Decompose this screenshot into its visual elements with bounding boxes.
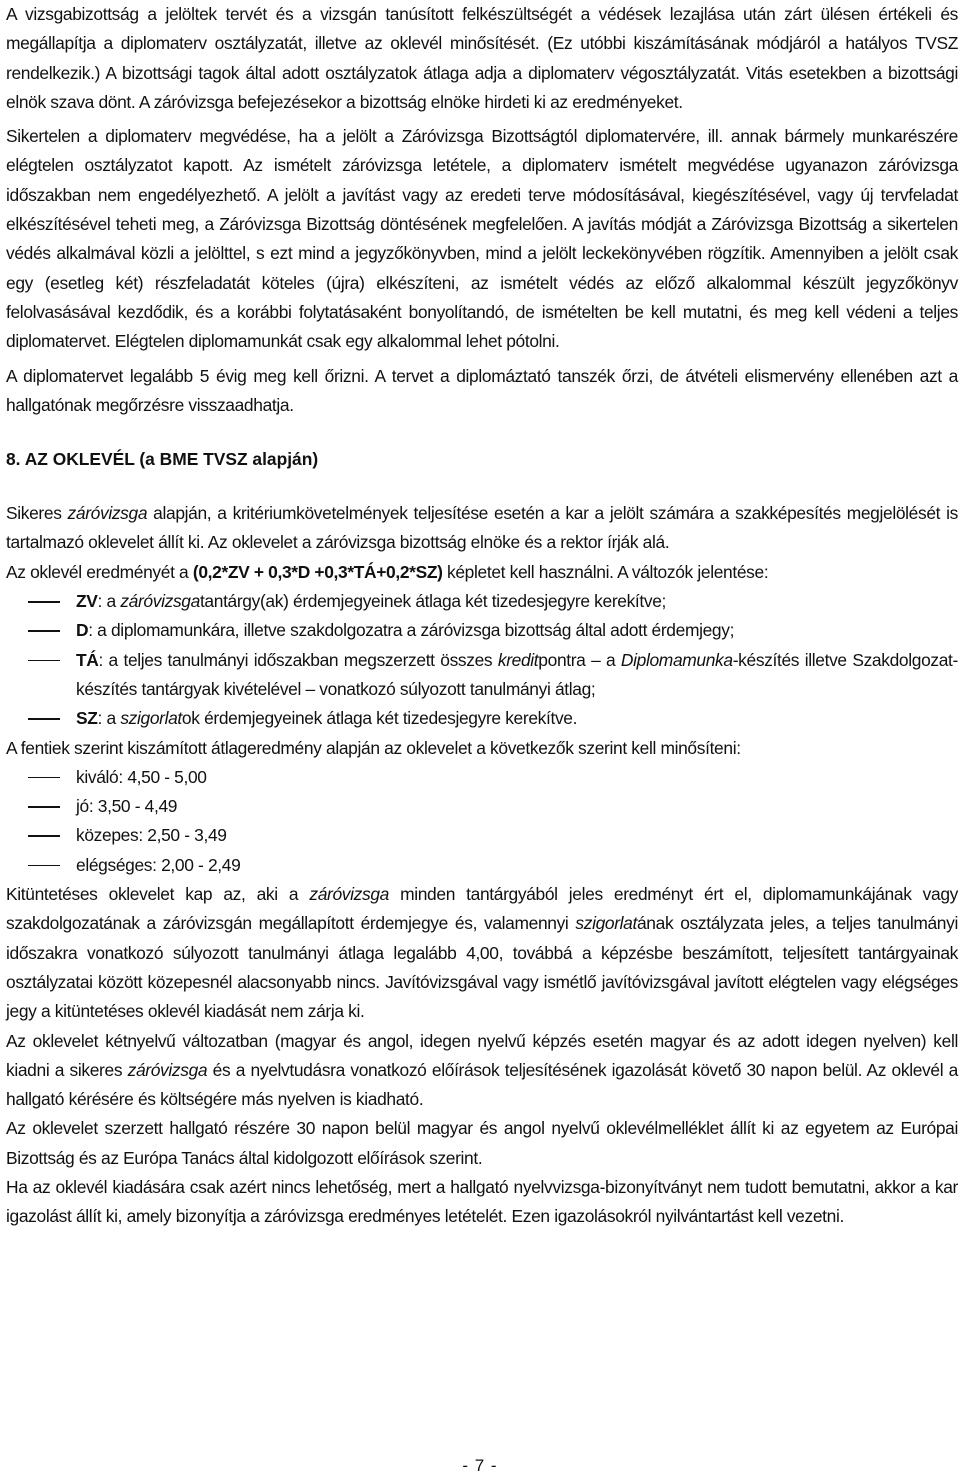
list-item: közepes: 2,50 - 3,49 bbox=[6, 821, 958, 850]
paragraph-diploma-issue: Sikeres záróvizsga alapján, a kritériumkövetelmények teljesítése esetén a kar a jelölt számára a szakképesítés megjelölését is tartalmazó oklevelet állít ki. Az oklevelet a záróvizsga bizottság elnöke és a rektor írják alá. bbox=[6, 503, 958, 553]
list-item: TÁ: a teljes tanulmányi időszakban megszerzett összes kreditpontra – a Diplomamunka-készítés illetve Szakdolgozat-készítés tantárgyak kivételével – vonatkozó súlyozott tanulmányi átlag; bbox=[6, 646, 958, 705]
section-heading: 8. AZ OKLEVÉL (a BME TVSZ alapján) bbox=[6, 449, 319, 470]
paragraph-unsuccessful-defense: Sikertelen a diplomaterv megvédése, ha a jelölt a Záróvizsga Bizottságtól diplomatervére, ill. annak bármely munkarészére elégtelen osztályzatot kapott. Az ismételt záróvizsga letétele, a diplomaterv ismételt megvédése ugyanazon záróvizsga időszakban nem engedélyezhető. A jelölt a javítást vagy az eredeti terve módosításával, kiegészítésével, vagy új tervfeladat elkészítésével teheti meg, a Záróvizsga Bizottság döntésének megfelelően. A javítás módját a Záróvizsga Bizottság a sikertelen védés alkalmával közli a jelölttel, s ezt mind a jegyzőkönyvben, mind a jelölt leckekönyvében rögzítik. Amennyiben a jelölt csak egy (esetleg két) részfeladatát köteles (újra) elkészíteni, az ismételt védés az előző alkalommal készült jegyzőkönyv felolvasásával kezdődik, és a korábbi folytatásaként bonyolítandó, de ismételten be kell mutatni, és meg kell védeni a teljes diplomatervet. Elégtelen diplomamunkát csak egy alkalommal lehet pótolni. bbox=[6, 126, 958, 352]
paragraph-bilingual: Az oklevelet kétnyelvű változatban (magyar és angol, idegen nyelvű képzés esetén magyar és az adott idegen nyelven) kell kiadni a sikeres záróvizsga és a nyelvtudásra vonatkozó előírások teljesítésének igazolását követő 30 napon belül. Az oklevél a hallgató kérésére és költségére más nyelven is kiadható. bbox=[6, 1030, 958, 1110]
variables-list bbox=[6, 587, 958, 733]
formula: (0,2*ZV + 0,3*D +0,3*TÁ+0,2*SZ) bbox=[192, 561, 443, 582]
list-item: kiváló: 4,50 - 5,00 bbox=[6, 763, 958, 792]
paragraph-evaluation: A vizsgabizottság a jelöltek tervét és a vizsgán tanúsított felkészültségét a védések lezajlása után zárt ülésen értékeli és megállapítja a diplomaterv osztályzatát, illetve az oklevél minősítését. (Ez utóbbi kiszámításának módjáról a hatályos TVSZ rendelkezik.) A bizottsági tagok által adott osztályzatok átlaga adja a diplomaterv végosztályzatát. Vitás esetekben a bizottsági elnök szava dönt. A záróvizsga befejezésekor a bizottság elnöke hirdeti ki az eredményeket. bbox=[6, 4, 958, 112]
paragraph-honors: Kitüntetéses oklevelet kap az, aki a záróvizsga minden tantárgyából jeles eredményt ért el, diplomamunkájának vagy szakdolgozatának a záróvizsgán megállapított érdemjegye és, valamennyi szigorlatának osztályzata jeles, a teljes tanulmányi időszakra vonatkozó súlyozott tanulmányi átlaga legalább 4,00, továbbá a képzésbe beszámított, teljesített tantárgyainak osztályzatai között közepesnél alacsonyabb nincs. Javítóvizsgával vagy ismétlő javítóvizsgával javított elégtelen vagy elégséges jegy a kitüntetéses oklevél kiadását nem zárja ki. bbox=[6, 884, 958, 1022]
page-number: - 7 - bbox=[462, 1456, 498, 1475]
paragraph-qualification: A fentiek szerint kiszámított átlageredmény alapján az oklevelet a következők szerint kell minősíteni: bbox=[6, 737, 741, 758]
list-item: ZV: a záróvizsgatantárgy(ak) érdemjegyeinek átlaga két tizedesjegyre kerekítve; bbox=[6, 587, 958, 616]
list-item: SZ: a szigorlatok érdemjegyeinek átlaga két tizedesjegyre kerekítve. bbox=[6, 704, 958, 733]
list-item: elégséges: 2,00 - 2,49 bbox=[6, 851, 958, 880]
document-page bbox=[6, 0, 958, 1232]
paragraph-supplement: Az oklevelet szerzett hallgató részére 30 napon belül magyar és angol nyelvű oklevélmelléklet állít ki az egyetem az Európai Bizottság és az Európa Tanács által kidolgozott előírások szerint. bbox=[6, 1118, 958, 1168]
paragraph-certificate: Ha az oklevél kiadására csak azért nincs lehetőség, mert a hallgató nyelvvizsga-bizonyítványt nem tudott bemutatni, akkor a kar igazolást állít ki, amely bizonyítja a záróvizsga eredményes letételét. Ezen igazolásokról nyilvántartást kell vezetni. bbox=[6, 1176, 958, 1227]
list-item: D: a diplomamunkára, illetve szakdolgozatra a záróvizsga bizottság által adott érdemjegy; bbox=[6, 616, 958, 645]
paragraph-formula: Az oklevél eredményét a (0,2*ZV + 0,3*D +0,3*TÁ+0,2*SZ) képletet kell használni. A változók jelentése: bbox=[6, 561, 769, 582]
list-item: jó: 3,50 - 4,49 bbox=[6, 792, 958, 821]
paragraph-storage: A diplomatervet legalább 5 évig meg kell őrizni. A tervet a diplomáztató tanszék őrzi, de átvételi elismervény ellenében azt a hallgatónak megőrzésre visszaadhatja. bbox=[6, 365, 958, 415]
grades-list bbox=[6, 763, 958, 880]
